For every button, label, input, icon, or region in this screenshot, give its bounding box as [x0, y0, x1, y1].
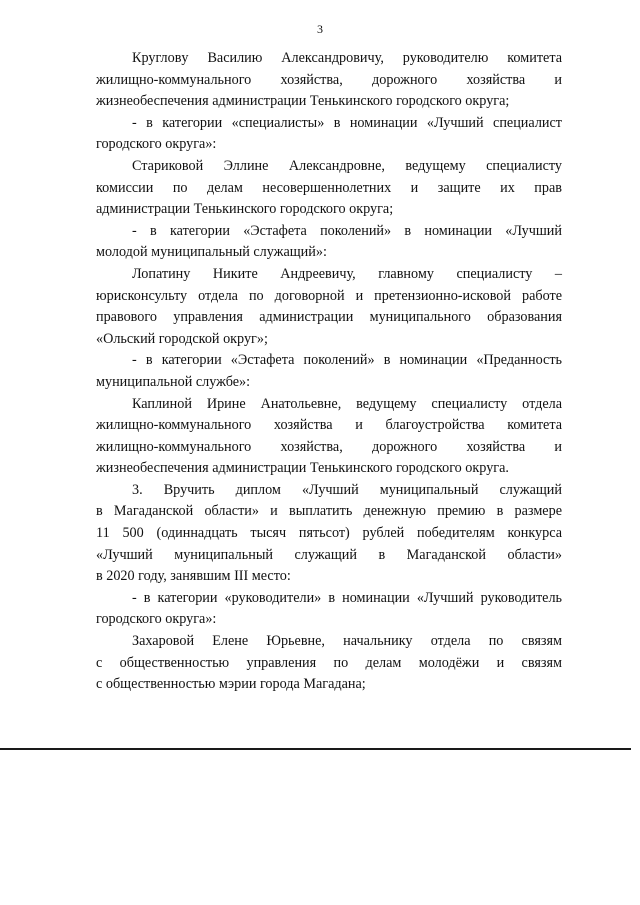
- text-line: жилищно-коммунального хозяйства, дорожного хозяйства и: [96, 438, 562, 455]
- text-line: правового управления администрации муниципального образования: [96, 309, 562, 326]
- text-line: в 2020 году, занявшим III место:: [96, 568, 291, 585]
- text-line: жилищно-коммунального хозяйства и благоустройства комитета: [96, 417, 562, 434]
- text-line: «Лучший муниципальный служащий в Магаданской области»: [96, 546, 562, 563]
- text-line: «Ольский городской округ»;: [96, 330, 268, 347]
- text-line: жилищно-коммунального хозяйства, дорожного хозяйства и: [96, 71, 562, 88]
- text-line: - в категории «Эстафета поколений» в номинации «Лучший: [132, 222, 562, 239]
- text-line: комиссии по делам несовершеннолетних и защите их прав: [96, 179, 562, 196]
- text-line: молодой муниципальный служащий»:: [96, 244, 327, 261]
- text-line: - в категории «Эстафета поколений» в номинации «Преданность: [132, 352, 562, 369]
- text-line: с общественностью мэрии города Магадана;: [96, 676, 366, 693]
- text-line: - в категории «руководители» в номинации «Лучший руководитель: [132, 589, 562, 606]
- text-line: городского округа»:: [96, 611, 217, 628]
- text-line: юрисконсульту отдела по договорной и претензионно-исковой работе: [96, 287, 562, 304]
- footer-divider: [0, 748, 631, 750]
- text-line: - в категории «специалисты» в номинации «Лучший специалист: [132, 114, 562, 131]
- document-body: [96, 48, 562, 696]
- text-line: 3. Вручить диплом «Лучший муниципальный служащий: [132, 481, 562, 498]
- text-line: с общественностью управления по делам молодёжи и связям: [96, 654, 562, 671]
- text-line: Захаровой Елене Юрьевне, начальнику отдела по связям: [132, 633, 562, 650]
- text-line: администрации Тенькинского городского округа;: [96, 201, 394, 218]
- text-line: жизнеобеспечения администрации Тенькинского городского округа;: [96, 93, 510, 110]
- text-line: жизнеобеспечения администрации Тенькинского городского округа.: [96, 460, 509, 477]
- text-line: в Магаданской области» и выплатить денежную премию в размере: [96, 503, 562, 520]
- text-line: городского округа»:: [96, 136, 217, 153]
- page-number: 3: [317, 22, 323, 36]
- text-line: Кругловy Василию Александровичу, руководителю комитета: [132, 50, 562, 66]
- text-line: 11 500 (одиннадцать тысяч пятьсот) рублей победителям конкурса: [96, 525, 562, 542]
- text-line: Стариковой Эллине Александровне, ведущему специалисту: [132, 157, 562, 174]
- text-line: Лопатину Никите Андреевичу, главному специалисту –: [132, 265, 562, 282]
- text-line: Каплиной Ирине Анатольевне, ведущему специалисту отдела: [132, 395, 562, 412]
- text-line: муниципальной службе»:: [96, 373, 251, 390]
